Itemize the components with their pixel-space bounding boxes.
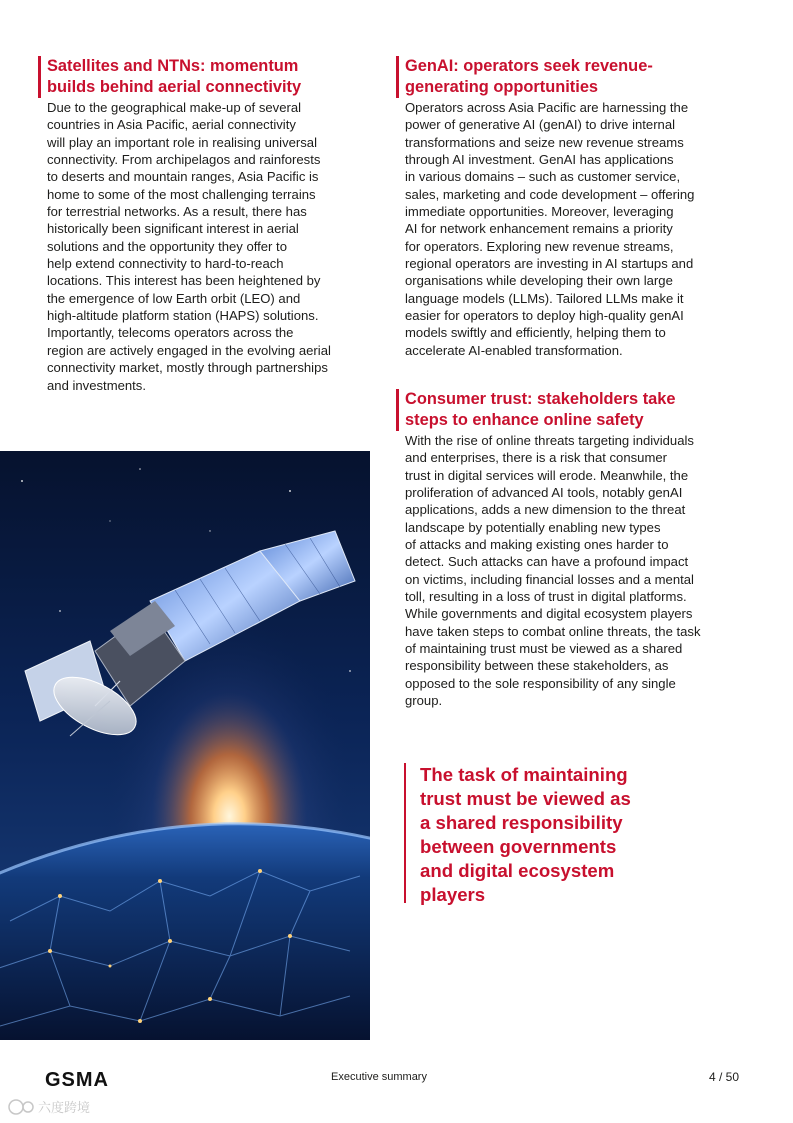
body-line: easier for operators to deploy high-quality genAI — [405, 308, 684, 324]
satellite-earth-image — [0, 451, 370, 1040]
body-line: applications, adds a new dimension to the threat — [405, 502, 686, 518]
body-line: the emergence of low Earth orbit (LEO) and — [47, 290, 301, 306]
body-line: have taken steps to combat online threats, the task — [405, 623, 701, 639]
heading-line: Satellites and NTNs: momentum — [47, 57, 299, 75]
body-line: responsibility between these stakeholders, as — [405, 658, 669, 674]
body-line: countries in Asia Pacific, aerial connectivity — [47, 117, 296, 133]
body-line: on victims, including financial losses and a mental — [405, 571, 694, 587]
body-line: help extend connectivity to hard-to-reach — [47, 256, 284, 272]
heading-line: steps to enhance online safety — [405, 411, 644, 429]
heading-line: generating opportunities — [405, 78, 599, 96]
body-line: proliferation of advanced AI tools, notably genAI — [405, 485, 683, 501]
gsma-logo — [45, 1070, 141, 1093]
pull-quote-line: between governments — [420, 836, 617, 858]
body-line: Due to the geographical make-up of several — [47, 100, 302, 115]
body-line: for terrestrial networks. As a result, there has — [47, 204, 307, 220]
body-line: will play an important role in realising universal — [47, 134, 318, 150]
body-line: Operators across Asia Pacific are harnessing the — [405, 100, 689, 115]
body-line: to deserts and mountain ranges, Asia Pacific is — [47, 169, 319, 185]
body-line: connectivity. From archipelagos and rainforests — [47, 152, 321, 168]
body-line: in various domains – such as customer service, — [405, 169, 681, 185]
body-line: locations. This interest has been heightened by — [47, 273, 321, 289]
watermark-text: 六度跨境 — [38, 1101, 91, 1116]
pull-quote-line: trust must be viewed as — [420, 788, 631, 810]
gsma-logo-text: GSMA — [45, 1070, 109, 1088]
body-line: group. — [405, 693, 443, 709]
heading-line: Consumer trust: stakeholders take — [405, 390, 676, 408]
section-body — [405, 432, 750, 710]
body-line: for operators. Exploring new revenue streams, — [405, 238, 674, 254]
body-line: While governments and digital ecosystem players — [405, 606, 693, 622]
body-line: region are actively engaged in the evolving aerial — [47, 342, 331, 358]
body-line: toll, resulting in a loss of trust in digital platforms. — [405, 589, 687, 605]
pull-quote — [404, 763, 700, 906]
footer-section-label: Executive summary — [331, 1071, 427, 1083]
body-line: connectivity market, mostly through partnerships — [47, 360, 328, 376]
body-line: Importantly, telecoms operators across the — [47, 325, 294, 341]
body-line: models swiftly and efficiently, helping them to — [405, 325, 666, 341]
section-genai — [405, 56, 750, 359]
section-body — [405, 99, 750, 359]
body-line: and enterprises, there is a risk that consumer — [405, 450, 667, 466]
body-line: and investments. — [47, 377, 146, 393]
body-line: With the rise of online threats targeting individuals — [405, 433, 694, 448]
body-line: detect. Such attacks can have a profound impact — [405, 554, 689, 570]
pull-quote-line: a shared responsibility — [420, 812, 623, 834]
body-line: power of generative AI (genAI) to drive internal — [405, 117, 676, 133]
body-line: AI for network enhancement remains a priority — [405, 221, 673, 237]
watermark-logo — [6, 1096, 106, 1118]
section-heading — [38, 56, 382, 98]
body-line: immediate opportunities. Moreover, leveraging — [405, 204, 674, 220]
body-line: of maintaining trust must be viewed as a shared — [405, 641, 683, 657]
body-line: sales, marketing and code development – offering — [405, 186, 695, 202]
section-body — [47, 99, 382, 394]
body-line: trust in digital services will erode. Meanwhile, the — [405, 467, 689, 483]
section-consumer-trust — [405, 389, 750, 710]
footer-page-number: 4 / 50 — [709, 1070, 740, 1084]
pull-quote-line: players — [420, 884, 486, 906]
pull-quote-line: and digital ecosystem — [420, 860, 615, 882]
body-line: regional operators are investing in AI startups and — [405, 256, 694, 272]
body-line: historically been significant interest in aerial — [47, 221, 299, 237]
body-line: of attacks and making existing ones harder to — [405, 537, 669, 553]
body-line: language models (LLMs). Tailored LLMs make it — [405, 290, 684, 306]
body-line: solutions and the opportunity they offer to — [47, 238, 287, 254]
body-line: opposed to the sole responsibility of any single — [405, 675, 676, 691]
section-heading — [396, 56, 750, 98]
body-line: through AI investment. GenAI has applications — [405, 152, 674, 168]
body-line: accelerate AI-enabled transformation. — [405, 342, 623, 358]
pull-quote-line: The task of maintaining — [420, 764, 628, 785]
body-line: organisations while developing their own large — [405, 273, 673, 289]
body-line: landscape by potentially enabling new types — [405, 519, 661, 535]
body-line: transformations and seize new revenue streams — [405, 134, 684, 150]
section-satellites — [47, 56, 382, 394]
body-line: high-altitude platform station (HAPS) solutions. — [47, 308, 319, 324]
heading-line: builds behind aerial connectivity — [47, 78, 302, 96]
section-heading — [396, 389, 750, 431]
body-line: home to some of the most challenging terrains — [47, 186, 316, 202]
heading-line: GenAI: operators seek revenue- — [405, 57, 653, 75]
